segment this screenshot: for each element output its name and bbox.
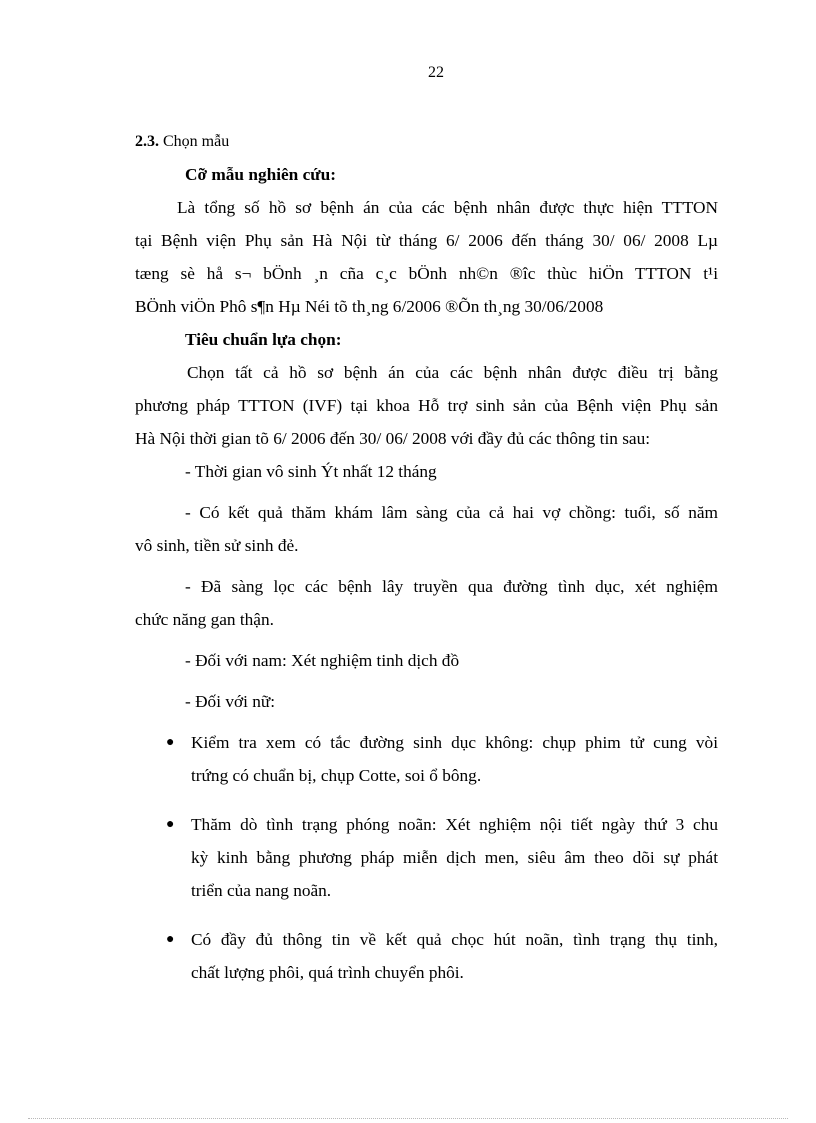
document-body xyxy=(135,126,718,989)
bullet-item-patency xyxy=(135,726,718,792)
sample-size-heading: Cỡ mẫu nghiên cứu: xyxy=(185,165,337,184)
sample-size-line-2: tại Bệnh viện Phụ sản Hà Nội từ tháng 6/ 2006 đến tháng 30/ 06/ 2008 Lµ xyxy=(135,231,718,250)
bullet-icon: ● xyxy=(166,735,175,750)
sample-size-line-3: tæng sè hå s¬ bÖnh ¸n cña c¸c bÖnh nh©n ®îc thùc hiÖn TTTON t¹i xyxy=(135,264,718,283)
bullet-icon: ● xyxy=(166,932,175,947)
section-title: Chọn mẫu xyxy=(163,133,230,150)
sample-size-line-4: BÖnh viÖn Phô s¶n Hµ Néi tõ th¸ng 6/2006 ®Õn th¸ng 30/06/2008 xyxy=(135,297,604,316)
criteria-item-exam-line-2: vô sinh, tiền sử sinh đẻ. xyxy=(135,536,299,555)
criteria-heading: Tiêu chuẩn lựa chọn: xyxy=(185,330,342,349)
criteria-intro-line-3: Hà Nội thời gian tõ 6/ 2006 đến 30/ 06/ 2008 với đầy đủ các thông tin sau: xyxy=(135,429,651,448)
criteria-intro-line-1: Chọn tất cả hồ sơ bệnh án của các bệnh nhân được điều trị bằng xyxy=(187,363,718,382)
criteria-item-screening-line-2: chức năng gan thận. xyxy=(135,610,274,629)
bullet-retrieval-line-1: Có đầy đủ thông tin về kết quả chọc hút noãn, tình trạng thụ tinh, xyxy=(191,930,718,949)
bullet-item-ovulation xyxy=(135,808,718,907)
bullet-retrieval-line-2: chất lượng phôi, quá trình chuyển phôi. xyxy=(191,963,464,982)
criteria-item-male: - Đối với nam: Xét nghiệm tinh dịch đồ xyxy=(185,651,460,670)
criteria-intro-line-2: phương pháp TTTON (IVF) tại khoa Hỗ trợ sinh sản của Bệnh viện Phụ sản xyxy=(135,396,718,415)
section-heading xyxy=(135,126,718,158)
section-number: 2.3. xyxy=(135,133,159,150)
page-number: 22 xyxy=(428,64,444,81)
bullet-patency-line-2: trứng có chuẩn bị, chụp Cotte, soi ổ bông. xyxy=(191,766,482,785)
criteria-item-female: - Đối với nữ: xyxy=(185,692,276,711)
bullet-patency-line-1: Kiểm tra xem có tắc đường sinh dục không: chụp phim tử cung vòi xyxy=(191,733,718,752)
bullet-icon: ● xyxy=(166,817,175,832)
sample-size-line-1: Là tổng số hồ sơ bệnh án của các bệnh nhân được thực hiện TTTON xyxy=(177,198,718,217)
criteria-item-screening-line-1: - Đã sàng lọc các bệnh lây truyền qua đường tình dục, xét nghiệm xyxy=(185,577,718,596)
bullet-ovulation-line-1: Thăm dò tình trạng phóng noãn: Xét nghiệm nội tiết ngày thứ 3 chu xyxy=(191,815,718,834)
criteria-item-exam-line-1: - Có kết quả thăm khám lâm sàng của cả hai vợ chồng: tuổi, số năm xyxy=(185,503,718,522)
criteria-item-infertility: - Thời gian vô sinh Ýt nhất 12 tháng xyxy=(185,462,437,481)
footer-divider xyxy=(28,1118,788,1119)
bullet-ovulation-line-2: kỳ kinh bằng phương pháp miễn dịch men, siêu âm theo dõi sự phát xyxy=(191,848,718,867)
bullet-ovulation-line-3: triển của nang noãn. xyxy=(191,881,332,900)
bullet-item-retrieval xyxy=(135,923,718,989)
